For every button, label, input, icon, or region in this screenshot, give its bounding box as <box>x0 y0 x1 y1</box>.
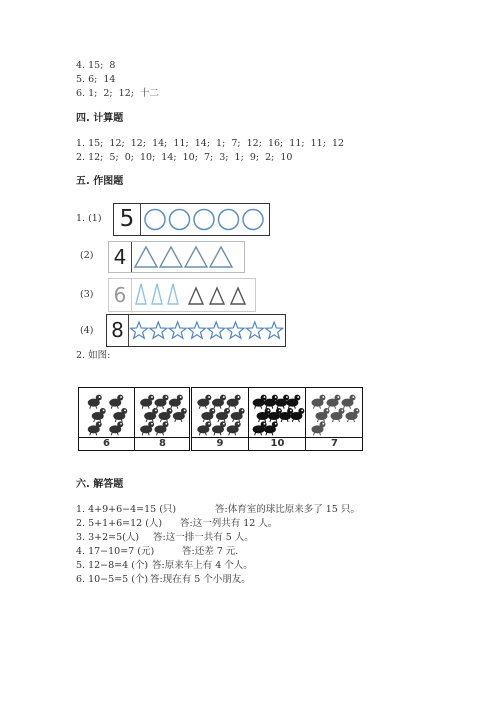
star-shape <box>208 322 225 338</box>
answer-line-5: 5. 6; 14 <box>76 74 116 85</box>
animal-count: 6 <box>79 437 134 450</box>
animal-leg <box>318 419 319 422</box>
row2-number: 4 <box>109 242 132 272</box>
animal-leg <box>214 406 215 409</box>
animal-eye <box>212 410 214 412</box>
animal-eye <box>155 410 157 412</box>
animal-leg <box>266 432 267 435</box>
solution-answer-4: 答:还差 7 元. <box>182 546 239 557</box>
animal-figure <box>173 408 187 422</box>
star-shape <box>169 322 186 338</box>
row3-box <box>108 278 256 312</box>
animal-figure <box>331 408 345 422</box>
animal-eye <box>242 410 244 412</box>
triangle-shape <box>210 247 232 267</box>
animal-figure <box>88 421 102 435</box>
animal-figure <box>88 395 102 409</box>
animal-head <box>239 408 245 414</box>
star-shape <box>266 322 283 338</box>
animal-eye <box>337 396 339 398</box>
row1-number: 5 <box>114 204 141 235</box>
triangle-light-shape <box>152 284 162 304</box>
animal-head <box>148 395 154 401</box>
animal-eye <box>120 396 122 398</box>
animal-head <box>265 408 271 414</box>
animal-head <box>148 421 154 427</box>
animal-leg <box>203 419 204 422</box>
row3-number: 6 <box>109 279 132 311</box>
triangle-light-shape <box>136 284 146 304</box>
animal-head <box>224 408 230 414</box>
section5-title: 五. 作图题 <box>76 176 124 187</box>
animal-figure <box>227 395 241 409</box>
animal-eye <box>238 423 240 425</box>
animal-eye <box>227 410 229 412</box>
solution-answer-1: 答:体育室的球比原来多了 15 只。 <box>215 504 360 515</box>
animal-leg <box>333 419 334 422</box>
animal-cell <box>134 388 190 450</box>
animal-leg <box>229 406 230 409</box>
animal-leg <box>255 406 256 409</box>
star-shape <box>246 322 263 338</box>
animal-leg <box>90 406 91 409</box>
circle-shape <box>219 210 239 230</box>
animal-eye <box>151 396 153 398</box>
animal-head <box>177 395 183 401</box>
animal-head <box>96 421 102 427</box>
animal-figure <box>109 395 123 409</box>
animal-leg <box>94 419 95 422</box>
animal-head <box>235 421 241 427</box>
animal-leg <box>229 432 230 435</box>
animal-eye <box>169 410 171 412</box>
animal-leg <box>214 432 215 435</box>
solution-answer-5: 答:原来车上有 4 个人。 <box>152 560 253 571</box>
section4-title: 四. 计算题 <box>76 113 124 124</box>
star-shape <box>188 322 205 338</box>
animal-head <box>152 408 158 414</box>
animal-figure <box>155 421 169 435</box>
animal-eye <box>275 423 277 425</box>
animal-group-right <box>191 387 363 451</box>
animal-figure <box>346 408 360 422</box>
animal-head <box>235 395 241 401</box>
row1-box <box>113 203 270 236</box>
row2-shapes <box>132 242 244 272</box>
animal-head <box>298 408 304 414</box>
animal-head <box>320 395 326 401</box>
circle-shape <box>243 210 263 230</box>
animal-eye <box>120 423 122 425</box>
animal-leg <box>314 432 315 435</box>
triangle-dark-shape <box>231 288 245 304</box>
animal-figure <box>144 408 158 422</box>
animal-leg <box>146 419 147 422</box>
animal-eye <box>184 410 186 412</box>
animal-cell <box>248 388 306 450</box>
animal-head <box>272 395 278 401</box>
animal-figure <box>169 395 183 409</box>
animal-leg <box>344 406 345 409</box>
animal-group-left <box>78 387 190 451</box>
animal-eye <box>180 396 182 398</box>
solution-calc-3: 3. 3+2=5(人) <box>76 532 140 543</box>
answer-line-4: 4. 15; 8 <box>76 60 116 71</box>
calc-line-2: 2. 12; 5; 0; 10; 14; 10; 7; 3; 1; 9; 2; 10 <box>76 152 293 163</box>
animal-leg <box>142 406 143 409</box>
animal-leg <box>142 432 143 435</box>
animal-head <box>335 395 341 401</box>
section6-title: 六. 解答题 <box>76 479 124 490</box>
animal-count: 8 <box>135 437 190 450</box>
circle-shape <box>194 210 214 230</box>
animal-eye <box>322 396 324 398</box>
animal-eye <box>301 410 303 412</box>
animal-figure <box>316 408 330 422</box>
animal-leg <box>111 406 112 409</box>
animal-eye <box>124 410 126 412</box>
animal-eye <box>208 423 210 425</box>
animal-eye <box>223 396 225 398</box>
animal-head <box>220 421 226 427</box>
animal-head <box>350 395 356 401</box>
row3-label: (3) <box>80 289 94 300</box>
animal-eye <box>275 396 277 398</box>
animal-cell <box>79 388 134 450</box>
answer-line-6: 6. 1; 2; 12; 十二 <box>76 88 159 99</box>
animal-eye <box>297 396 299 398</box>
animal-eye <box>268 410 270 412</box>
animal-leg <box>348 419 349 422</box>
animal-head <box>163 395 169 401</box>
animal-cell <box>305 388 363 450</box>
animal-count: 9 <box>192 437 248 450</box>
animal-figure <box>216 408 230 422</box>
animal-eye <box>208 396 210 398</box>
animal-figure <box>159 408 173 422</box>
animal-figure <box>109 421 123 435</box>
animal-art <box>79 388 134 436</box>
animal-leg <box>259 419 260 422</box>
animal-figure <box>231 408 245 422</box>
animal-head <box>261 421 267 427</box>
row3-shapes <box>132 279 255 311</box>
triangle-light-shape <box>168 284 178 304</box>
star-shape <box>130 322 147 338</box>
solution-calc-2: 2. 5+1+6=12 (人) <box>76 518 163 529</box>
animal-leg <box>281 419 282 422</box>
animal-leg <box>218 419 219 422</box>
animal-figure <box>342 395 356 409</box>
animal-eye <box>356 410 358 412</box>
row4-number: 8 <box>107 315 129 346</box>
animal-head <box>339 408 345 414</box>
animal-leg <box>175 419 176 422</box>
animal-eye <box>264 423 266 425</box>
animal-head <box>283 395 289 401</box>
animal-leg <box>314 406 315 409</box>
animal-eye <box>223 423 225 425</box>
animal-count: 10 <box>249 437 306 450</box>
animal-figure <box>140 395 154 409</box>
animal-eye <box>279 410 281 412</box>
animal-head <box>181 408 187 414</box>
animal-eye <box>286 396 288 398</box>
animal-art <box>249 388 306 436</box>
solution-calc-6: 6. 10−5=5 (个) <box>76 574 149 585</box>
animal-leg <box>90 432 91 435</box>
star-shape <box>150 322 167 338</box>
animal-count: 7 <box>306 437 363 450</box>
triangle-dark-shape <box>210 288 224 304</box>
triangle-shape <box>160 247 182 267</box>
triangle-shape <box>135 247 157 267</box>
animal-head <box>324 408 330 414</box>
animal-figure <box>140 421 154 435</box>
animal-head <box>220 395 226 401</box>
solution-calc-1: 1. 4+9+6−4=15 (只) <box>76 504 177 515</box>
animal-head <box>167 408 173 414</box>
animal-figure <box>312 395 326 409</box>
circle-shape <box>145 210 165 230</box>
animal-leg <box>171 406 172 409</box>
row2-label: (2) <box>80 250 94 261</box>
solution-calc-5: 5. 12−8=4 (个) <box>76 560 149 571</box>
animal-head <box>117 395 123 401</box>
solution-calc-4: 4. 17−10=7 (元) <box>76 546 155 557</box>
animal-figure <box>197 395 211 409</box>
circle-shape <box>170 210 190 230</box>
row4-label: (4) <box>80 325 94 336</box>
q2-label: 2. 如图: <box>76 350 111 361</box>
animal-figure <box>227 421 241 435</box>
animal-eye <box>103 410 105 412</box>
triangle-dark-shape <box>189 288 203 304</box>
animal-figure <box>155 395 169 409</box>
star-shape <box>227 322 244 338</box>
animal-leg <box>292 419 293 422</box>
animal-figure <box>312 421 326 435</box>
animal-leg <box>161 419 162 422</box>
animal-eye <box>322 423 324 425</box>
animal-eye <box>165 396 167 398</box>
animal-head <box>121 408 127 414</box>
row1-label: 1. (1) <box>76 213 102 224</box>
animal-eye <box>99 423 101 425</box>
animal-eye <box>290 410 292 412</box>
animal-leg <box>270 419 271 422</box>
animal-art <box>192 388 248 436</box>
animal-eye <box>326 410 328 412</box>
animal-figure <box>113 408 127 422</box>
animal-eye <box>352 396 354 398</box>
animal-leg <box>157 432 158 435</box>
animal-leg <box>199 406 200 409</box>
animal-head <box>117 421 123 427</box>
animal-head <box>205 395 211 401</box>
animal-eye <box>99 396 101 398</box>
animal-head <box>294 395 300 401</box>
animal-figure <box>197 421 211 435</box>
animal-leg <box>233 419 234 422</box>
animal-head <box>276 408 282 414</box>
calc-line-1: 1. 15; 12; 12; 14; 11; 14; 1; 7; 12; 16; 11; 11; 12 <box>76 138 345 149</box>
solution-answer-6: 答:现在有 5 个小朋友。 <box>150 574 251 585</box>
animal-leg <box>199 432 200 435</box>
animal-figure <box>212 421 226 435</box>
animal-figure <box>201 408 215 422</box>
animal-leg <box>255 432 256 435</box>
animal-head <box>100 408 106 414</box>
animal-head <box>96 395 102 401</box>
animal-head <box>205 421 211 427</box>
animal-head <box>320 421 326 427</box>
animal-eye <box>264 396 266 398</box>
row2-box <box>108 241 245 273</box>
animal-head <box>209 408 215 414</box>
animal-leg <box>111 432 112 435</box>
animal-head <box>163 421 169 427</box>
animal-head <box>287 408 293 414</box>
row4-box <box>106 314 286 347</box>
animal-head <box>354 408 360 414</box>
row1-shapes <box>141 204 269 235</box>
animal-art <box>306 388 363 436</box>
animal-art <box>135 388 190 436</box>
animal-head <box>261 395 267 401</box>
animal-eye <box>151 423 153 425</box>
animal-head <box>272 421 278 427</box>
animal-leg <box>329 406 330 409</box>
solution-answer-2: 答:这一列共有 12 人。 <box>180 518 278 529</box>
animal-eye <box>238 396 240 398</box>
animal-cell <box>192 388 248 450</box>
triangle-shape <box>185 247 207 267</box>
animal-figure <box>212 395 226 409</box>
animal-leg <box>157 406 158 409</box>
animal-eye <box>341 410 343 412</box>
solution-answer-3: 答:这一排一共有 5 人。 <box>153 532 254 543</box>
animal-figure <box>92 408 106 422</box>
animal-leg <box>115 419 116 422</box>
animal-eye <box>165 423 167 425</box>
row4-shapes <box>129 315 285 346</box>
animal-figure <box>327 395 341 409</box>
